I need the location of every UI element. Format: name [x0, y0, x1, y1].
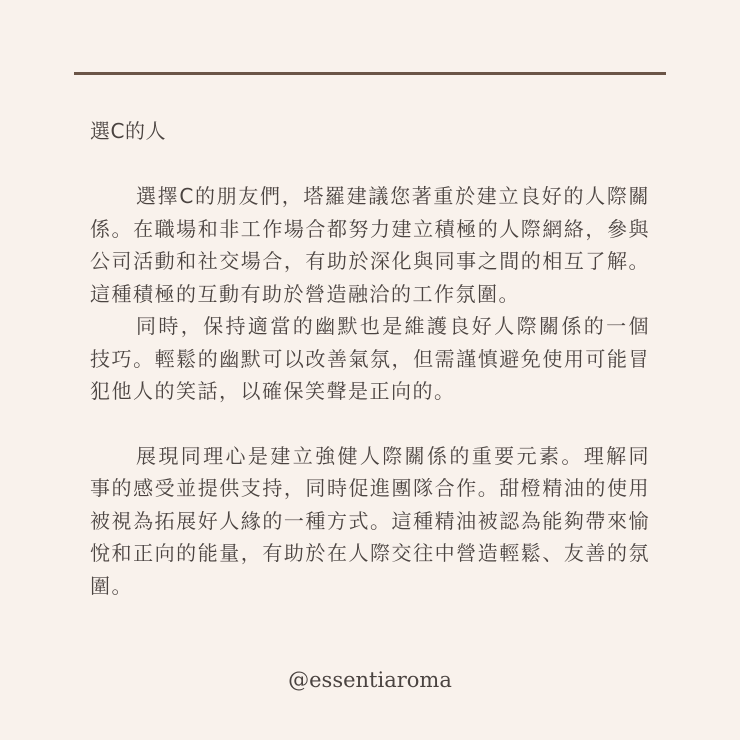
- social-handle: @essentiaroma: [288, 668, 452, 692]
- top-divider: [74, 72, 666, 75]
- paragraph-spacer: [90, 408, 650, 440]
- paragraph-humor: 同時，保持適當的幽默也是維護良好人際關係的一個技巧。輕鬆的幽默可以改善氣氛，但需謹慎避免使用可能冒犯他人的笑話，以確保笑聲是正向的。: [90, 314, 650, 403]
- body-text: [90, 180, 650, 602]
- paragraph-relationships: 選擇C的朋友們，塔羅建議您著重於建立良好的人際關係。在職場和非工作場合都努力建立積極的人際網絡，參與公司活動和社交場合，有助於深化與同事之間的相互了解。這種積極的互動有助於營造融洽的工作氛圍。: [90, 184, 650, 306]
- paragraph-empathy: 展現同理心是建立強健人際關係的重要元素。理解同事的感受並提供支持，同時促進團隊合作。甜橙精油的使用被視為拓展好人緣的一種方式。這種精油被認為能夠帶來愉悅和正向的能量，有助於在人際交往中營造輕鬆、友善的氛圍。: [90, 443, 650, 598]
- section-heading: 選C的人: [90, 119, 166, 143]
